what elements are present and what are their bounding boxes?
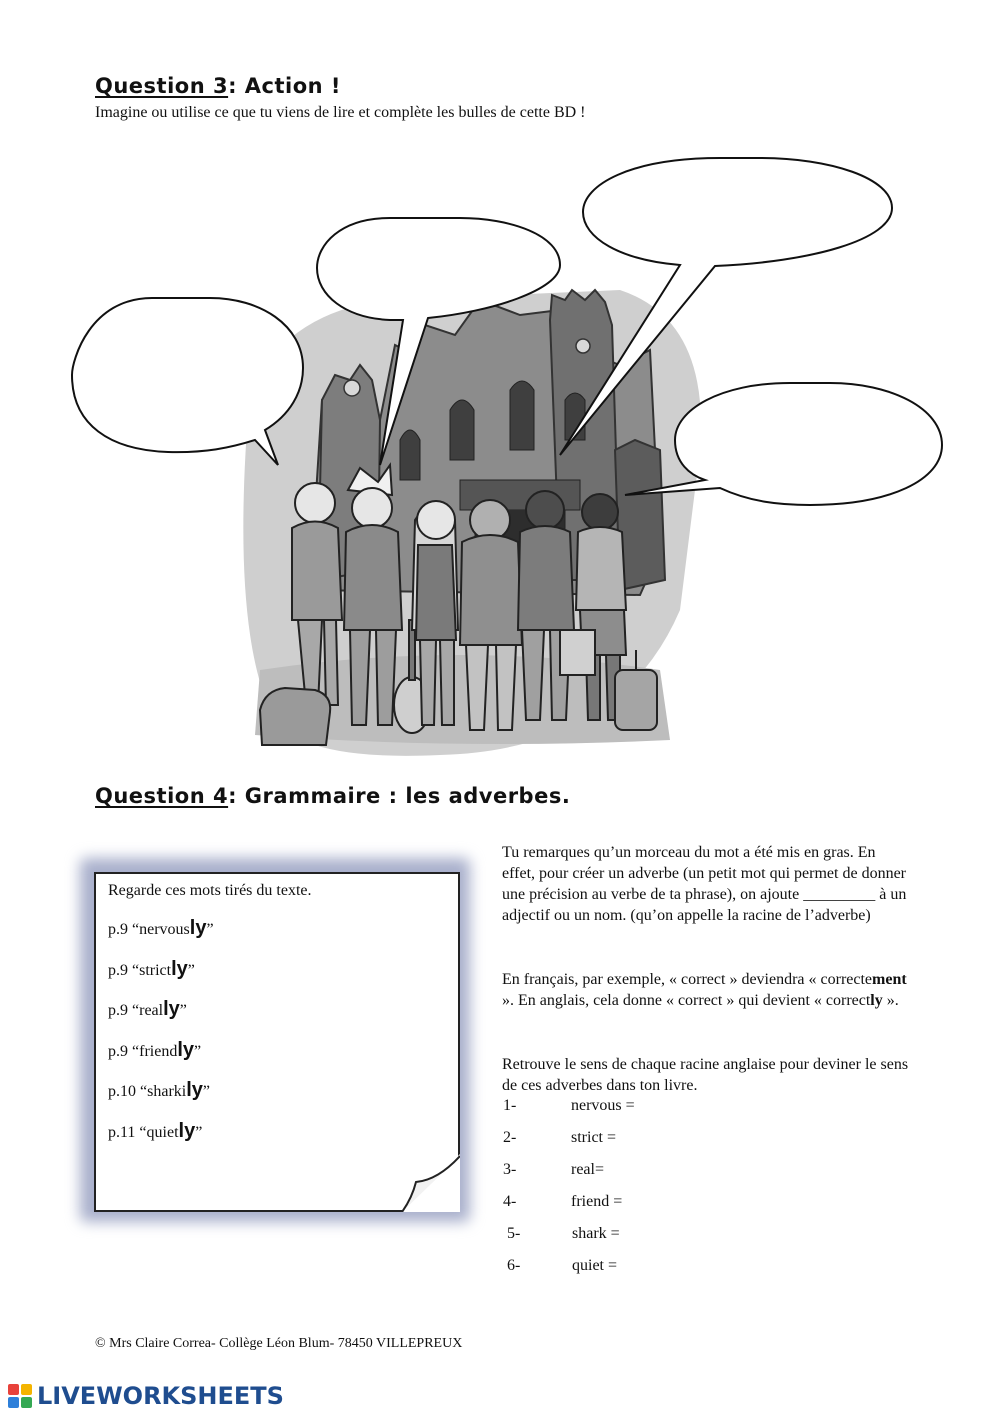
footer-copyright: © Mrs Claire Correa- Collège Léon Blum- 78450 VILLEPREUX — [95, 1336, 463, 1351]
word-page: p.11 — [108, 1124, 136, 1141]
example-suffix-en: ly — [870, 992, 883, 1009]
example-suffix-fr: ment — [872, 971, 907, 988]
comic-illustration — [60, 150, 950, 765]
example-text-b: ». En anglais, cela donne « correct » qui devient « correct — [502, 992, 871, 1009]
question-4-label: Question 4 — [95, 784, 229, 808]
word-page: p.9 — [108, 1002, 128, 1019]
exercise-word: shark = — [572, 1225, 620, 1242]
word-root: sharki — [147, 1083, 187, 1100]
example-text-c: ». — [882, 992, 899, 1009]
speech-bubble-left — [72, 298, 303, 465]
word-page: p.9 — [108, 1043, 128, 1060]
word-suffix: ly — [171, 958, 188, 980]
question-3-instruction: Imagine ou utilise ce que tu viens de lire et complète les bulles de cette BD ! — [95, 104, 586, 121]
word-root: real — [139, 1002, 164, 1019]
question-4-title — [95, 784, 570, 808]
word-item: p.9 “strictly” — [108, 958, 195, 980]
word-root: nervous — [139, 921, 190, 938]
word-suffix: ly — [177, 1039, 194, 1061]
exercise-number: 5- — [507, 1225, 521, 1242]
liveworksheets-logo[interactable] — [8, 1381, 284, 1411]
exercise-number: 2- — [503, 1129, 517, 1146]
logo-text: LIVEWORKSHEETS — [37, 1382, 284, 1410]
word-item: p.9 “friendly” — [108, 1039, 202, 1061]
question-3-label: Question 3 — [95, 74, 229, 98]
page-curl-corner — [402, 1154, 460, 1212]
question-3-title — [95, 74, 341, 98]
logo-blocks-icon — [8, 1384, 32, 1408]
word-page: p.9 — [108, 962, 128, 979]
explanation-paragraph-2 — [502, 969, 912, 1011]
exercise-word: quiet = — [572, 1257, 618, 1274]
word-page: p.10 — [108, 1083, 136, 1100]
question-4-subtitle: : Grammaire : les adverbes. — [228, 784, 571, 808]
word-suffix: ly — [186, 1079, 203, 1101]
explanation-paragraph-1: Tu remarques qu’un morceau du mot a été mis en gras. En effet, pour créer un adverbe (un petit mot qui permet de donner une précision au verbe de ta phrase), on ajoute _________ à un adjectif ou un nom. (qu’on appelle la racine de l’adverbe) — [502, 844, 907, 924]
exercise-number: 3- — [503, 1161, 517, 1178]
word-list-note — [94, 872, 460, 1212]
question-3-subtitle: : Action ! — [228, 74, 342, 98]
exercise-number: 4- — [503, 1193, 517, 1210]
word-suffix: ly — [178, 1120, 196, 1142]
exercise-word: friend = — [571, 1193, 623, 1210]
word-suffix: ly — [189, 917, 207, 939]
exercise-word: strict = — [571, 1129, 617, 1146]
word-item: p.9 “really” — [108, 998, 187, 1020]
word-root: quiet — [146, 1124, 179, 1141]
word-item: p.10 “sharkily” — [108, 1079, 211, 1101]
word-root: friend — [139, 1043, 178, 1060]
word-root: strict — [139, 962, 172, 979]
exercise-number: 6- — [507, 1257, 521, 1274]
exercise-word: nervous = — [571, 1097, 635, 1114]
word-page: p.9 — [108, 921, 128, 938]
exercise-number: 1- — [503, 1097, 517, 1114]
example-text-a: En français, par exemple, « correct » deviendra « correcte — [502, 971, 873, 988]
word-suffix: ly — [163, 998, 180, 1020]
explanation-paragraph-3: Retrouve le sens de chaque racine anglaise pour deviner le sens de ces adverbes dans ton livre. — [502, 1056, 909, 1094]
word-item: p.11 “quietly” — [108, 1120, 203, 1142]
exercise-word: real= — [571, 1161, 604, 1178]
note-heading: Regarde ces mots tirés du texte. — [108, 882, 312, 899]
word-item: p.9 “nervously” — [108, 917, 214, 939]
